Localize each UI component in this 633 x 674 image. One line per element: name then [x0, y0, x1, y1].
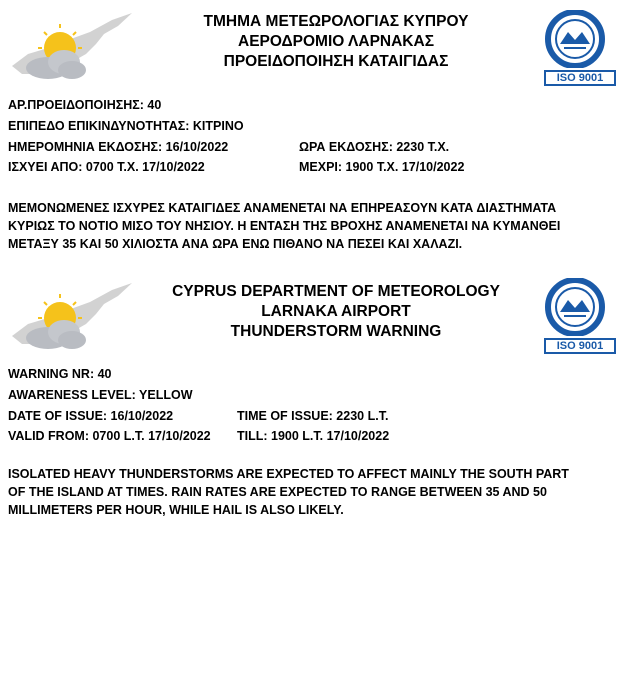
greek-awareness-level: ΕΠΙΠΕΔΟ ΕΠΙΚΙΝΔΥΝΟΤΗΤΑΣ: ΚΙΤΡΙΝΟ	[8, 118, 244, 133]
english-awareness-level: AWARENESS LEVEL: YELLOW	[8, 387, 193, 402]
greek-title-block	[140, 12, 532, 72]
english-title-department: CYPRUS DEPARTMENT OF METEOROLOGY	[172, 283, 500, 300]
english-date-of-issue: DATE OF ISSUE: 16/10/2022	[8, 408, 174, 423]
greek-info-block	[8, 95, 465, 178]
greek-valid-from: ΙΣΧΥΕΙ ΑΠΟ: 0700 Τ.Χ. 17/10/2022	[8, 160, 205, 175]
greek-warning-message	[8, 199, 628, 253]
greek-title-airport: ΑΕΡΟΔΡΟΜΙΟ ΛΑΡΝΑΚΑΣ	[238, 33, 434, 50]
english-title-warning: THUNDERSTORM WARNING	[230, 323, 442, 340]
english-valid-from: VALID FROM: 0700 L.T. 17/10/2022	[8, 429, 211, 444]
greek-valid-till: ΜΕΧΡΙ: 1900 Τ.Χ. 17/10/2022	[299, 160, 465, 175]
english-title-block	[140, 282, 532, 342]
cyprus-sun-cloud-icon	[8, 10, 138, 84]
english-message-line: OF THE ISLAND AT TIMES. RAIN RATES ARE EXPECTED TO RANGE BETWEEN 35 AND 50	[8, 485, 547, 499]
greek-date-of-issue: ΗΜΕΡΟΜΗΝΙΑ ΕΚΔΟΣΗΣ: 16/10/2022	[8, 139, 229, 154]
greek-time-of-issue: ΩΡΑ ΕΚΔΟΣΗΣ: 2230 Τ.Χ.	[299, 139, 450, 154]
cyprus-sun-cloud-icon	[8, 280, 138, 354]
english-valid-till: TILL: 1900 L.T. 17/10/2022	[237, 429, 390, 444]
greek-title-warning: ΠΡΟΕΙΔΟΠΟΙΗΣΗ ΚΑΤΑΙΓΙΔΑΣ	[223, 53, 449, 70]
english-issue-row	[8, 406, 389, 427]
iso-badge	[544, 10, 619, 86]
iso-label: ISO 9001	[544, 70, 616, 86]
greek-warning-section	[0, 0, 633, 268]
english-message-line: MILLIMETERS PER HOUR, WHILE HAIL IS ALSO LIKELY.	[8, 503, 344, 517]
iso-label: ISO 9001	[544, 338, 616, 354]
greek-warning-number: ΑΡ.ΠΡΟΕΙΔΟΠΟΙΗΣΗΣ: 40	[8, 98, 162, 112]
english-warning-section	[0, 268, 633, 528]
english-info-block	[8, 364, 390, 447]
greek-message-line: ΜΕΤΑΞΥ 35 ΚΑΙ 50 ΧΙΛΙΟΣΤΑ ΑΝΑ ΩΡΑ ΕΝΩ ΠΙΘΑΝΟ ΝΑ ΠΕΣΕΙ ΚΑΙ ΧΑΛΑΖΙ.	[8, 237, 463, 251]
english-title-airport: LARNAKA AIRPORT	[261, 303, 411, 320]
english-time-of-issue: TIME OF ISSUE: 2230 L.T.	[237, 408, 389, 423]
greek-message-line: ΚΥΡΙΩΣ ΤΟ ΝΟΤΙΟ ΜΙΣΟ ΤΟΥ ΝΗΣΙΟΥ. Η ΕΝΤΑΣΗ ΤΗΣ ΒΡΟΧΗΣ ΑΝΑΜΕΝΕΤΑΙ ΝΑ ΚΥΜΑΝΘΕΙ	[8, 219, 561, 233]
english-warning-message	[8, 465, 628, 519]
english-message-line: ISOLATED HEAVY THUNDERSTORMS ARE EXPECTED TO AFFECT MAINLY THE SOUTH PART	[8, 467, 569, 481]
iso-certification-icon	[544, 10, 606, 68]
greek-validity-row	[8, 157, 465, 178]
english-validity-row	[8, 426, 390, 447]
iso-badge	[544, 278, 619, 354]
english-warning-number: WARNING NR: 40	[8, 367, 112, 381]
iso-certification-icon	[544, 278, 606, 336]
greek-issue-row	[8, 137, 450, 158]
greek-title-department: ΤΜΗΜΑ ΜΕΤΕΩΡΟΛΟΓΙΑΣ ΚΥΠΡΟΥ	[203, 13, 469, 30]
greek-message-line: ΜΕΜΟΝΩΜΕΝΕΣ ΙΣΧΥΡΕΣ ΚΑΤΑΙΓΙΔΕΣ ΑΝΑΜΕΝΕΤΑΙ ΝΑ ΕΠΗΡΕΑΣΟΥΝ ΚΑΤΑ ΔΙΑΣΤΗΜΑΤΑ	[8, 201, 557, 215]
